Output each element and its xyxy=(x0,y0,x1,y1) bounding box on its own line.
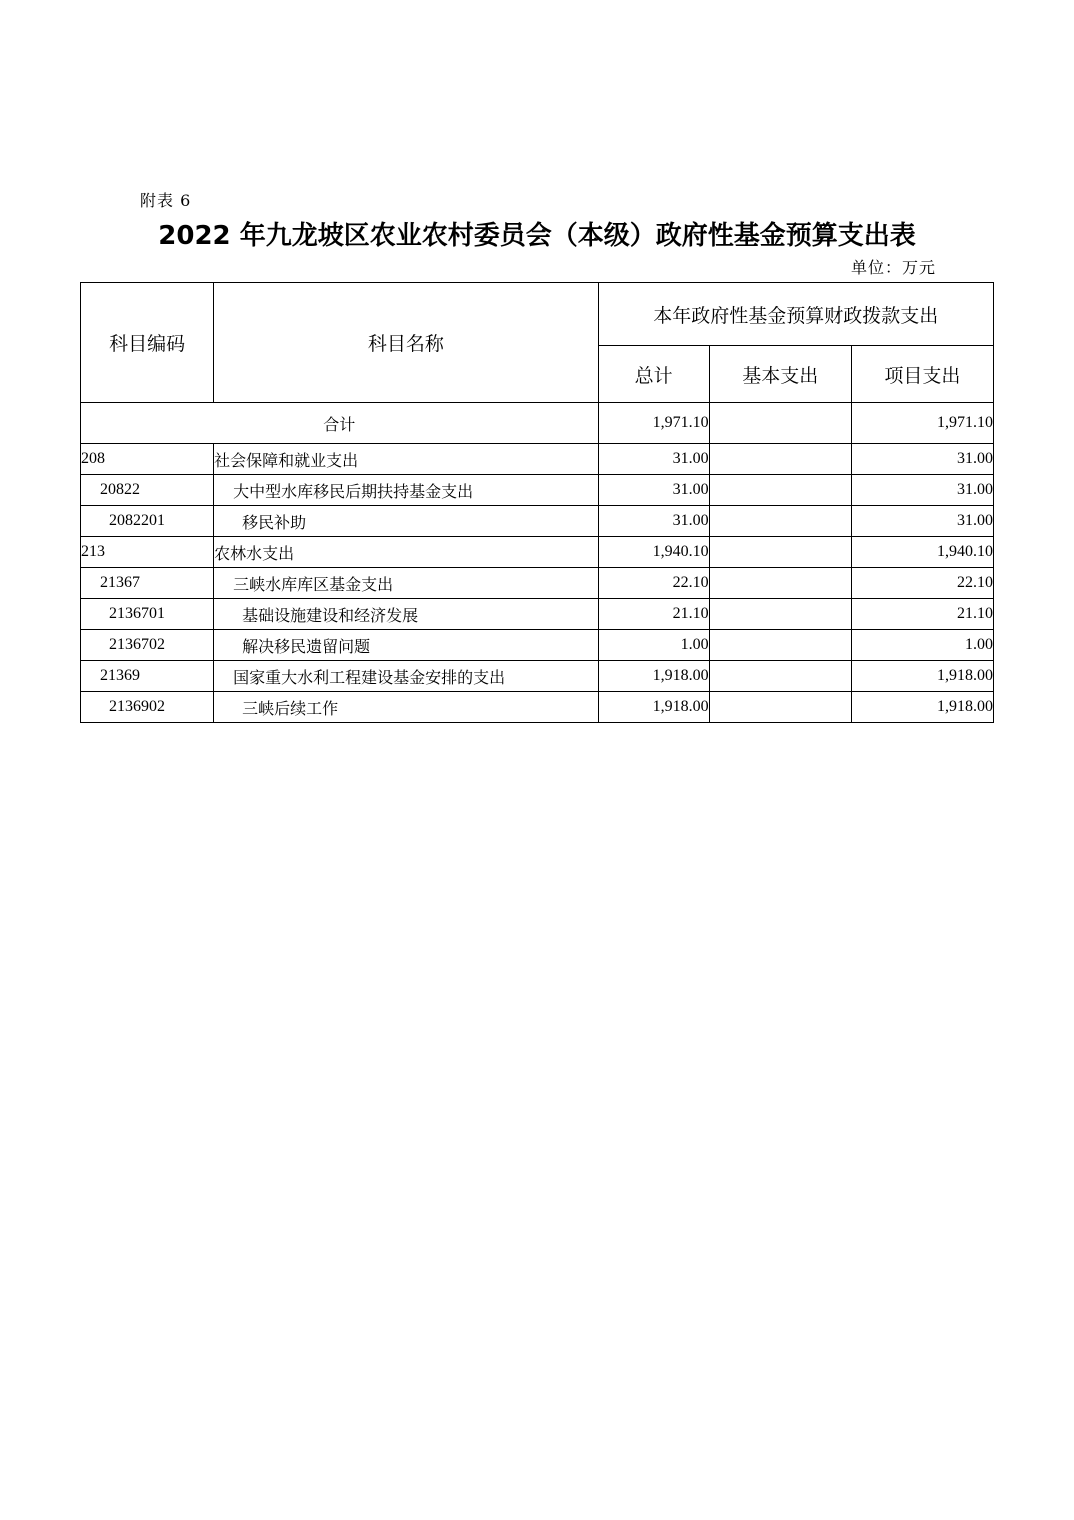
row-basic xyxy=(709,692,851,723)
sum-label: 合计 xyxy=(81,403,599,444)
table-row xyxy=(81,568,994,599)
row-project: 31.00 xyxy=(851,475,993,506)
table-row xyxy=(81,692,994,723)
row-code: 2136902 xyxy=(81,692,214,723)
table-row xyxy=(81,599,994,630)
row-name: 移民补助 xyxy=(214,506,598,537)
unit-label: 单位：万元 xyxy=(850,258,936,277)
header-project: 项目支出 xyxy=(851,346,993,403)
table-row xyxy=(81,444,994,475)
sum-row xyxy=(81,403,994,444)
row-name: 大中型水库移民后期扶持基金支出 xyxy=(214,475,598,506)
attachment-label: 附表 6 xyxy=(140,191,192,210)
header-total: 总计 xyxy=(598,346,709,403)
header-name: 科目名称 xyxy=(214,283,598,403)
row-total: 31.00 xyxy=(598,444,709,475)
row-name: 国家重大水利工程建设基金安排的支出 xyxy=(214,661,598,692)
row-code: 2136701 xyxy=(81,599,214,630)
row-code: 2082201 xyxy=(81,506,214,537)
row-name: 三峡后续工作 xyxy=(214,692,598,723)
sum-total: 1,971.10 xyxy=(598,403,709,444)
row-total: 31.00 xyxy=(598,475,709,506)
row-basic xyxy=(709,599,851,630)
row-basic xyxy=(709,537,851,568)
row-name: 农林水支出 xyxy=(214,537,598,568)
row-code: 213 xyxy=(81,537,214,568)
row-total: 1,918.00 xyxy=(598,661,709,692)
row-code: 20822 xyxy=(81,475,214,506)
row-project: 1,918.00 xyxy=(851,661,993,692)
sum-basic xyxy=(709,403,851,444)
header-code: 科目编码 xyxy=(81,283,214,403)
row-project: 22.10 xyxy=(851,568,993,599)
row-name: 社会保障和就业支出 xyxy=(214,444,598,475)
row-total: 21.10 xyxy=(598,599,709,630)
row-total: 1,918.00 xyxy=(598,692,709,723)
row-project: 31.00 xyxy=(851,506,993,537)
row-basic xyxy=(709,568,851,599)
header-basic: 基本支出 xyxy=(709,346,851,403)
row-project: 1,918.00 xyxy=(851,692,993,723)
row-name: 解决移民遗留问题 xyxy=(214,630,598,661)
row-code: 2136702 xyxy=(81,630,214,661)
table-row xyxy=(81,537,994,568)
table-row xyxy=(81,475,994,506)
row-name: 基础设施建设和经济发展 xyxy=(214,599,598,630)
row-total: 1.00 xyxy=(598,630,709,661)
budget-table xyxy=(80,282,994,723)
row-basic xyxy=(709,444,851,475)
row-code: 208 xyxy=(81,444,214,475)
row-basic xyxy=(709,506,851,537)
row-project: 31.00 xyxy=(851,444,993,475)
page-title: 2022 年九龙坡区农业农村委员会（本级）政府性基金预算支出表 xyxy=(158,221,916,251)
row-basic xyxy=(709,475,851,506)
table-row xyxy=(81,630,994,661)
row-name: 三峡水库库区基金支出 xyxy=(214,568,598,599)
row-total: 22.10 xyxy=(598,568,709,599)
row-code: 21369 xyxy=(81,661,214,692)
table-row xyxy=(81,506,994,537)
row-project: 1.00 xyxy=(851,630,993,661)
row-project: 21.10 xyxy=(851,599,993,630)
row-code: 21367 xyxy=(81,568,214,599)
row-basic xyxy=(709,661,851,692)
row-basic xyxy=(709,630,851,661)
header-group: 本年政府性基金预算财政拨款支出 xyxy=(598,283,993,346)
row-project: 1,940.10 xyxy=(851,537,993,568)
sum-project: 1,971.10 xyxy=(851,403,993,444)
row-total: 1,940.10 xyxy=(598,537,709,568)
row-total: 31.00 xyxy=(598,506,709,537)
table-row xyxy=(81,661,994,692)
